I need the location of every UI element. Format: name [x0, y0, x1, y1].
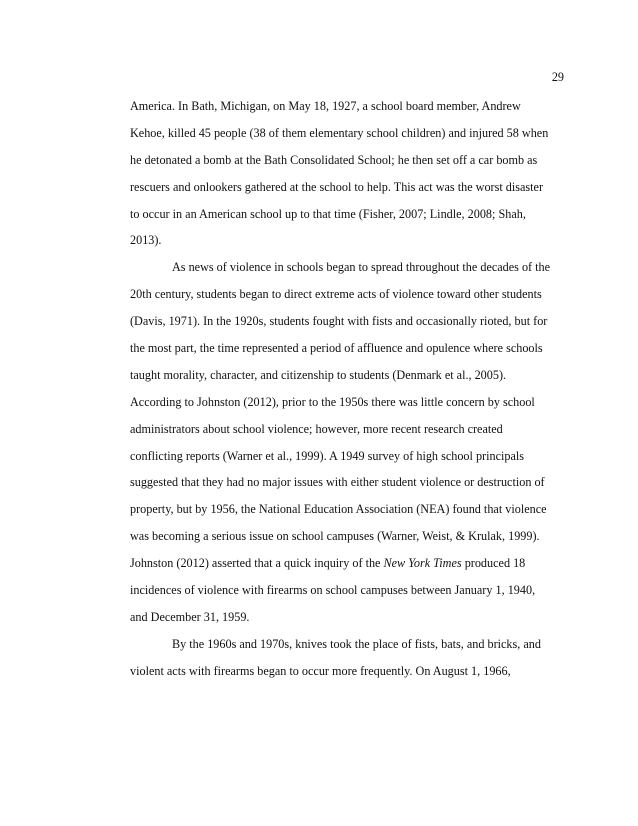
text-line: to occur in an American school up to that time (Fisher, 2007; Lindle, 2008; Shah,	[130, 206, 526, 221]
italic-title: New York Times	[383, 556, 462, 571]
text-line: incidences of violence with firearms on school campuses between January 1, 1940,	[130, 583, 536, 598]
text-line: administrators about school violence; however, more recent research created	[130, 421, 503, 436]
text-line: violent acts with firearms began to occur more frequently. On August 1, 1966,	[130, 663, 511, 678]
paragraph-first-line: By the 1960s and 1970s, knives took the place of fists, bats, and bricks, and	[172, 636, 541, 651]
page-number: 29	[551, 70, 564, 84]
text-line: Kehoe, killed 45 people (38 of them elementary school children) and injured 58 when	[130, 125, 549, 140]
text-line: was becoming a serious issue on school campuses (Warner, Weist, & Krulak, 1999).	[130, 529, 540, 544]
text-line: rescuers and onlookers gathered at the school to help. This act was the worst disaster	[130, 179, 544, 194]
text-line: 2013).	[130, 233, 162, 248]
text-line: America. In Bath, Michigan, on May 18, 1927, a school board member, Andrew	[130, 99, 521, 113]
text-line: suggested that they had no major issues with either student violence or destruction of	[130, 475, 545, 490]
text-line: and December 31, 1959.	[130, 609, 250, 624]
text-line: property, but by 1956, the National Education Association (NEA) found that violence	[130, 502, 547, 517]
text-segment: produced 18	[461, 556, 526, 571]
body-text	[130, 93, 570, 685]
text-line: he detonated a bomb at the Bath Consolidated School; he then set off a car bomb as	[130, 152, 538, 167]
paragraph-first-line: As news of violence in schools began to spread throughout the decades of the	[172, 260, 551, 275]
text-line: conflicting reports (Warner et al., 1999). A 1949 survey of high school principals	[130, 448, 525, 463]
text-line: According to Johnston (2012), prior to the 1950s there was little concern by school	[130, 394, 535, 409]
text-line: taught morality, character, and citizenship to students (Denmark et al., 2005).	[130, 367, 507, 382]
text-line-with-italic	[130, 550, 570, 577]
text-line: the most part, the time represented a period of affluence and opulence where schools	[130, 341, 543, 356]
text-line: (Davis, 1971). In the 1920s, students fought with fists and occasionally rioted, but for	[130, 314, 548, 329]
text-line: 20th century, students began to direct extreme acts of violence toward other students	[130, 287, 542, 302]
text-segment: Johnston (2012) asserted that a quick inquiry of the	[130, 556, 384, 571]
